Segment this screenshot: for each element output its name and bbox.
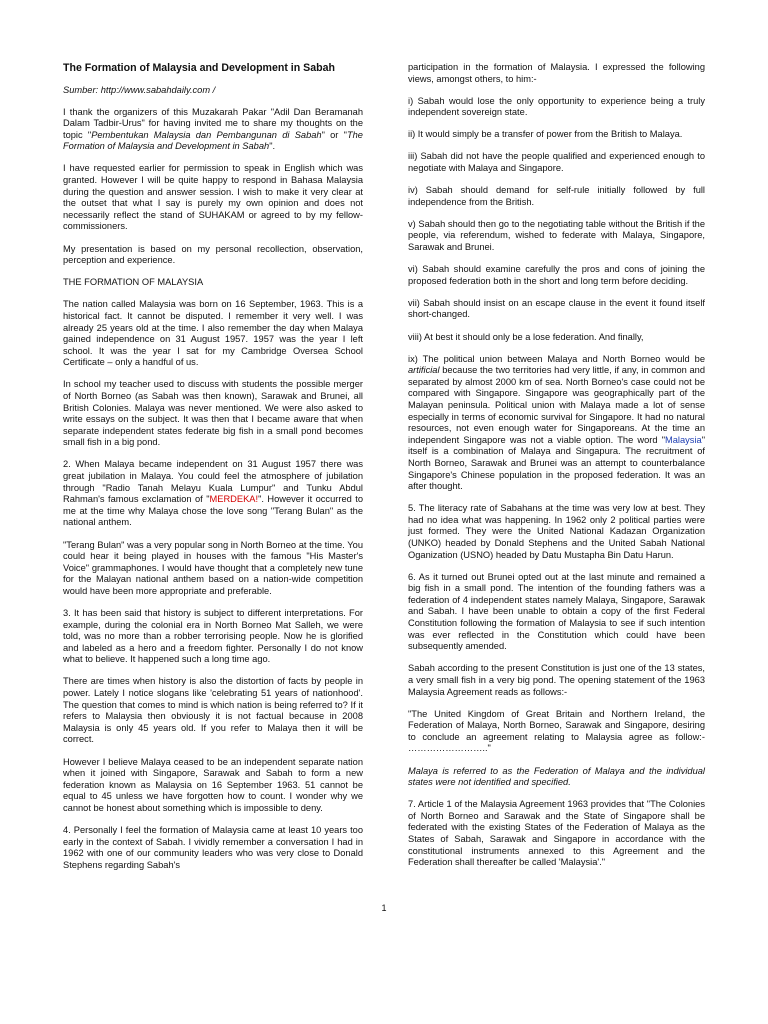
source-line: Sumber: http://www.sabahdaily.com / [63,84,216,95]
paragraph: 6. As it turned out Brunei opted out at the last minute and remained a big fish in a small pond. The intention of the founding fathers was a federation of 4 independent states namely Malaya, Singapore, Sarawak and Sabah. I have been unable to obtain a copy of the first Federal Constitution following the formation of Malaysia to see if such intention was ever reflected in the Constitution which could have been subsequently amended. [408,571,705,652]
list-item: viii) At best it should only be a lose federation. And finally, [408,331,644,342]
intro-paragraph: I thank the organizers of this Muzakarah Pakar "Adil Dan Beramanah Dalam Tadbir-Urus" for having invited me to share my thoughts on the topic "Pembentukan Malaysia dan Pembangunan di Sabah" or "The Formation of Malaysia and Development in Sabah". [63,106,363,152]
italic-note: Malaya is referred to as the Federation of Malaya and the individual states were not identified and specified. [408,765,705,788]
list-item: i) Sabah would lose the only opportunity to experience being a truly independent sovereign state. [408,95,705,118]
paragraph: My presentation is based on my personal recollection, observation, perception and experience. [63,243,363,266]
quote: "The United Kingdom of Great Britain and Northern Ireland, the Federation of Malaya, North Borneo, Sarawak and Singapore, desiring to conclude an agreement relating to Malaysia agree as follow:- …………………….." [408,708,705,754]
paragraph: In school my teacher used to discuss with students the possible merger of North Borneo (as Sabah was then known), Sarawak and Brunei, all British Colonies. Malaya was never mentioned. We were also asked to write essays on the subject. It was then that I became aware that when separate independent states federate big fish in a small pond becomes small fish in a big pond. [63,379,363,448]
section-heading: THE FORMATION OF MALAYSIA [63,277,204,288]
left-column [63,62,363,882]
list-item: vii) Sabah should insist on an escape clause in the event it found itself short-changed. [408,297,705,320]
paragraph: However I believe Malaya ceased to be an independent separate nation when it joined with Singapore, Sarawak and Sabah to form a new federation known as Malaysia on 16 September 1963. 51 cannot be equal to 45 unless we have forgotten how to count. I wonder why we cannot be honest about something which is impossible to deny. [63,756,363,813]
list-item: v) Sabah should then go to the negotiating table without the British if the people, via referendum, wished to federate with Malaya, Singapore, Sarawak and Brunei. [408,218,705,253]
malaysia-highlight: Malaysia [665,434,702,445]
paragraph: 7. Article 1 of the Malaysia Agreement 1963 provides that "The Colonies of North Borneo and Sarawak and the State of Singapore shall be federated with the existing States of the Federation of Malaya as the States of Sabah, Sarawak and Singapore in accordance with the constitutional instruments annexed to this Agreement and the Federation shall thereafter be called 'Malaysia'." [408,799,705,868]
paragraph: 3. It has been said that history is subject to different interpretations. For example, during the colonial era in North Borneo Mat Salleh, we were told, was no more than a robber terrorising people. Now he is glorified and labeled as a hero and a freedom fighter. Personally I do not know what to believe. It happened such a long time ago. [63,607,363,665]
paragraph: The nation called Malaysia was born on 16 September, 1963. This is a historical fact. It cannot be disputed. I remember it very well. I was already 25 years old at the time. I also remember the day when Malaya gained independence on 31 August 1957. 1957 was the year I left school. It was the year I sat for my Cambridge Oversea School Certificate – only a handful of us. [63,299,363,368]
list-item: ix) The political union between Malaya and North Borneo would be artificial because the two territories had very little, if any, in common and separated by almost 2000 km of sea. North Borneo's case could not be compared with Singapore. Singapore was geographically part of the Malayan peninsula. Political union with Malaya made a lot of sense especially in terms of economic survival for Singapore. It had no natural resources, not even enough water for Singaporeans. At the time an independent Singapore was not a viable option. The word "Malaysia" itself is a combination of Malaya and Singapura. The recruitment of North Borneo, Sarawak and Brunei was an attempt to counterbalance Singapore's Chinese population in the proposed federation. It was an after thought. [408,353,705,492]
paragraph: 5. The literacy rate of Sabahans at the time was very low at best. They had no idea what was happening. In 1962 only 2 political parties were just formed. They were the United National Kadazan Organization (UNKO) headed by Donald Stephens and the United Sabah National Oganization (USNO) headed by Datu Mustapha Bin Datu Harun. [408,503,705,560]
paragraph: 2. When Malaya became independent on 31 August 1957 there was great jubilation in Malaya. You could feel the atmosphere of jubilation through "Radio Tanah Melayu Kuala Lumpur" and Tunku Abdul Rahman's famous exclamation of "MERDEKA!". However it occurred to me at the time why Malaya chose the love song "Terang Bulan" as the national anthem. [63,459,363,528]
paragraph: participation in the formation of Malaysia. I expressed the following views, amongst others, to him:- [408,62,705,84]
paragraph: 4. Personally I feel the formation of Malaysia came at least 10 years too early in the context of Sabah. I vividly remember a conversation I had in 1962 with one of our community leaders who was very close to Donald Stephens regarding Sabah's [63,824,363,870]
right-column [408,62,705,879]
document-title: The Formation of Malaysia and Development in Sabah [63,62,335,74]
merdeka-highlight: MERDEKA! [209,494,259,505]
list-item: iv) Sabah should demand for self-rule initially followed by full independence from the British. [408,185,705,207]
paragraph: I have requested earlier for permission to speak in English which was granted. However I will be quite happy to respond in Bahasa Malaysia during the question and answer session. I wish to make it very clear at the outset that what I say is purely my own opinion and does not necessarily reflect the stand of SUHAKAM or agreed to by my fellow-commissioners. [63,163,363,232]
paragraph: "Terang Bulan" was a very popular song in North Borneo at the time. You could hear it being played in houses with the famous "His Master's Voice" grammaphones. I would have thought that a completely new tune for the Malayan national anthem based on a nation-wide competition would have been more appropriate and preferable. [63,539,363,596]
paragraph: Sabah according to the present Constitution is just one of the 13 states, a very small fish in a very big pond. The opening statement of the 1963 Malaysia Agreement reads as follows:- [408,663,705,697]
list-item: ii) It would simply be a transfer of power from the British to Malaya. [408,129,683,140]
list-item: vi) Sabah should examine carefully the pros and cons of joining the proposed federation both in the short and long term before deciding. [408,264,705,286]
list-item: iii) Sabah did not have the people qualified and experienced enough to negotiate with Malaya and Singapore. [408,151,705,174]
page-number: 1 [381,903,387,913]
paragraph: There are times when history is also the distortion of facts by people in power. Lately I notice slogans like 'celebrating 51 years of nationhood'. The question that comes to mind is which nation is being referred to? If it refers to Malaysia then obviously it is not factual because in 2008 Malaysia is only 45 years old. If you refer to Malaya then it will be correct. [63,676,363,745]
